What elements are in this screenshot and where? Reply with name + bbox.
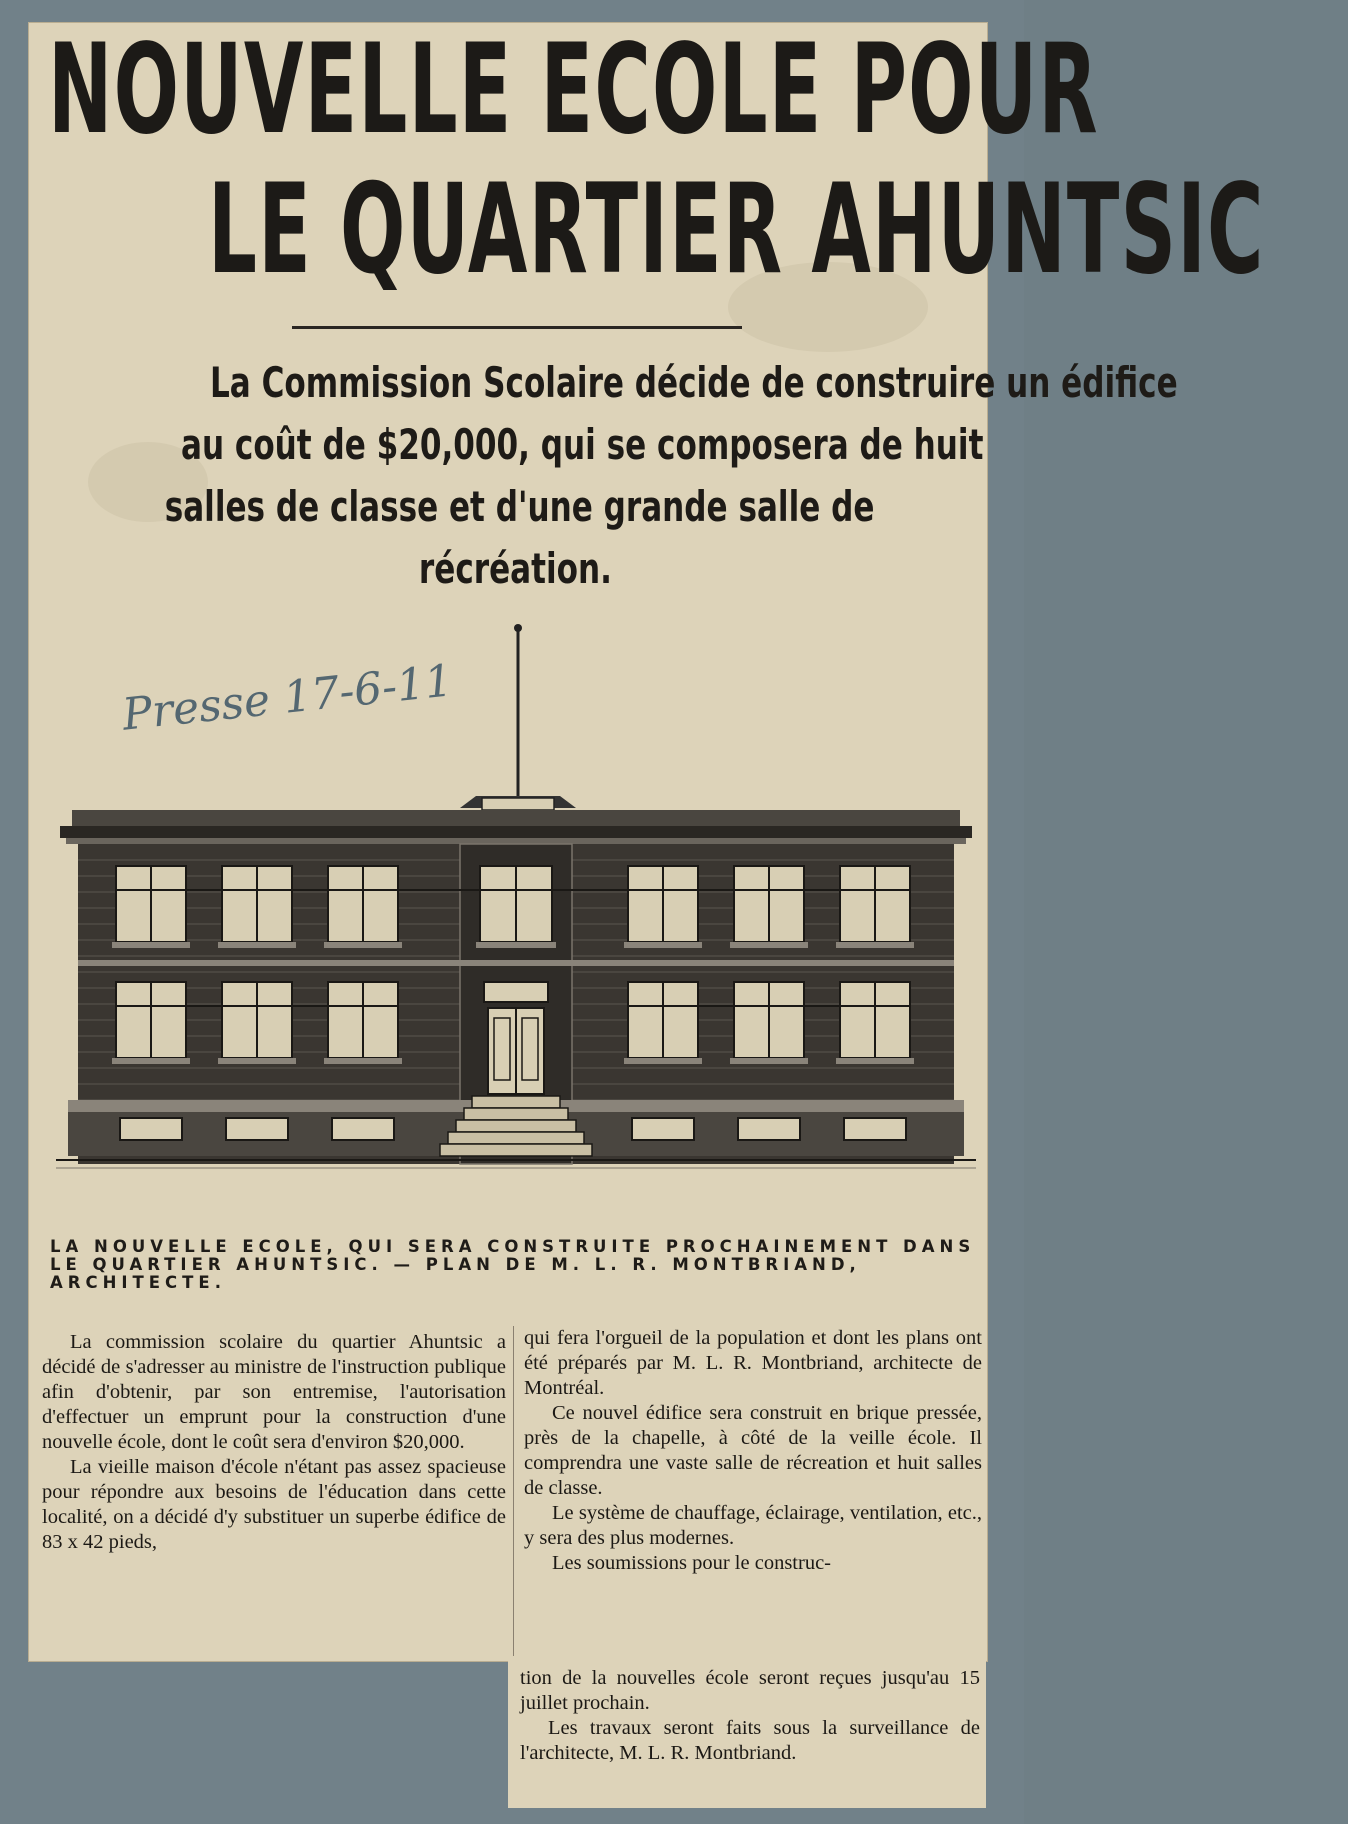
article-paragraph: La commission scolaire du quartier Ahuntsic a décidé de s'adresser au ministre de l'instruction publique afin d'obtenir, par son entremise, l'autorisation d'effectuer un emprunt pour la construction d'une nouvelle école, dont le coût sera d'environ $20,000. xyxy=(42,1331,506,1453)
article-column-1 xyxy=(42,1330,506,1555)
article-paragraph: tion de la nouvelles école seront reçues jusqu'au 15 juillet prochain. xyxy=(520,1667,980,1714)
subheadline-line: récréation. xyxy=(418,544,612,593)
article-paragraph: Les soumissions pour le construc- xyxy=(552,1552,831,1574)
article-paragraph: Le système de chauffage, éclairage, ventilation, etc., y sera des plus modernes. xyxy=(524,1502,982,1549)
column-divider xyxy=(513,1326,514,1656)
article-paragraph: Ce nouvel édifice sera construit en brique pressée, près de la chapelle, à côté de la veille école. Il comprendra une vaste salle de récreation et huit salles de classe. xyxy=(524,1402,982,1499)
article-paragraph: Les travaux seront faits sous la surveillance de l'architecte, M. L. R. Montbriand. xyxy=(520,1717,980,1764)
article-column-3 xyxy=(520,1666,980,1766)
subheadline-line: au coût de $20,000, qui se composera de huit xyxy=(180,420,984,469)
article-column-2 xyxy=(524,1326,982,1576)
handwritten-annotation: Presse 17-6-11 xyxy=(120,655,456,741)
headline-line-1: NOUVELLE ECOLE POUR xyxy=(48,18,1099,162)
school-building-illustration xyxy=(56,620,976,1210)
illustration-caption: LA NOUVELLE ECOLE, QUI SERA CONSTRUITE PROCHAINEMENT DANS LE QUARTIER AHUNTSIC. — PLAN DE M. L. R. MONTBRIAND, ARCHITECTE. xyxy=(50,1237,976,1292)
article-paragraph: La vieille maison d'école n'étant pas assez spacieuse pour répondre aux besoins de l'éducation dans cette localité, on a décidé d'y substituer un superbe édifice de 83 x 42 pieds, xyxy=(42,1456,506,1553)
subheadline-line: salles de classe et d'une grande salle de xyxy=(164,482,875,531)
headline-rule xyxy=(292,326,742,329)
subheadline-line: La Commission Scolaire décide de construire un édifice xyxy=(209,358,1178,407)
subheadline xyxy=(40,352,1178,600)
article-paragraph: qui fera l'orgueil de la population et dont les plans ont été préparés par M. L. R. Montbriand, architecte de Montréal. xyxy=(524,1327,982,1399)
headline-line-2: LE QUARTIER AHUNTSIC xyxy=(208,158,1265,302)
